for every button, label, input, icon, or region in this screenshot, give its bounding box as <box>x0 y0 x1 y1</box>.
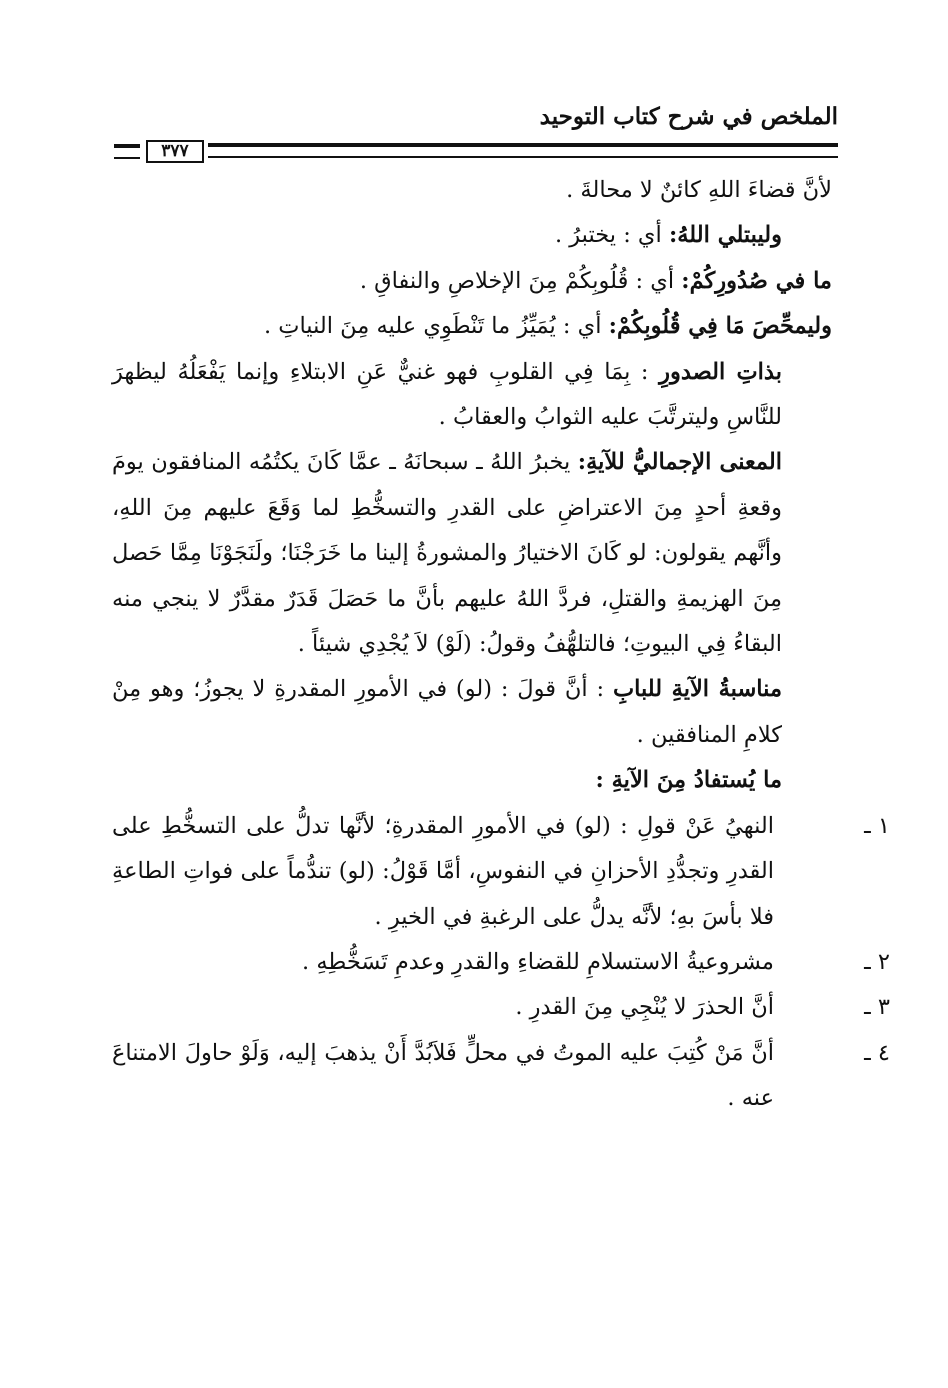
list-item-number: ٣ ـ <box>864 994 890 1021</box>
list-item <box>112 804 890 940</box>
term-heading: ما في صُدُورِكُمْ: <box>681 267 832 294</box>
list-item-number: ١ ـ <box>864 812 890 839</box>
list-item-text: النهيُ عَنْ قولِ : (لو) في الأمورِ المقدرةِ؛ لأنَّها تدلُّ على التسخُّطِ على القدرِ وتجدُّدِ الأحزانِ في النفوسِ، أمَّا قَوْلُ: (لو) تندُّماً على فواتِ الطاعةِ فلا بأسَ بهِ؛ لأنَّه يدلُّ على الرغبةِ في الخيرِ . <box>112 812 774 930</box>
paragraph <box>112 213 832 258</box>
paragraph <box>112 440 832 667</box>
term-heading: وليبتلي اللهُ: <box>668 222 782 249</box>
term-explanation: أي : يُمَيِّزُ ما تَنْطَوِي عليه مِنَ النياتِ . <box>263 313 609 340</box>
list-item-number: ٤ ـ <box>864 1039 890 1066</box>
section-heading: ما يُستفادُ مِنَ الآيةِ : <box>595 767 782 794</box>
section-text: يخبرُ اللهُ ـ سبحانَهُ ـ عمَّا كَانَ يكتُمُه المنافقون يومَ وقعةِ أحدٍ مِنَ الاعتراضِ على القدرِ والتسخُّطِ لما وَقَعَ عليهم مِنَ اللهِ، وأنَّهم يقولون: لو كَانَ الاختيارُ والمشورةُ إلينا ما خَرَجْنَا؛ ولَنَجَوْنَا مِمَّا حَصل مِنَ الهزيمةِ والقتلِ، فردَّ اللهُ عليهم بأنَّ ما حَصَلَ قَدَرٌ مقدَّرٌ لا ينجي منه البقاءُ فِي البيوتِ؛ فالتلهُّفُ وقولُ: (لَوْ) لاَ يُجْدِي شيئاً . <box>112 449 782 658</box>
paragraph: لأنَّ قضاءَ اللهِ كائنٌ لا محالةَ . <box>566 177 832 203</box>
running-title: الملخص في شرح كتاب التوحيد <box>539 103 838 130</box>
section-heading: المعنى الإجماليُّ للآيةِ: <box>577 449 782 476</box>
paragraph <box>112 667 832 758</box>
list-item-text: أنَّ مَنْ كُتِبَ عليه الموتُ في محلٍّ فَلاَبُدَّ أَنْ يذهبَ إليه، وَلَوْ حاولَ الامتناعَ عنه . <box>112 1039 774 1112</box>
list-item-text: أنَّ الحذرَ لا يُنْجِي مِنَ القدرِ . <box>515 994 774 1021</box>
list-item <box>112 940 890 985</box>
section-heading: مناسبةُ الآيةِ للبابِ <box>612 676 783 703</box>
page-body <box>112 168 890 1122</box>
term-heading: بذاتِ الصدورِ <box>659 358 783 385</box>
header-double-rule <box>208 143 838 158</box>
term-explanation: أي : يختبرُ . <box>554 222 669 249</box>
list-item <box>112 1031 890 1122</box>
header-rule-end <box>114 144 140 159</box>
paragraph <box>112 350 832 441</box>
term-explanation: أي : قُلُوبِكُمْ مِنَ الإخلاصِ والنفاقِ . <box>359 267 682 294</box>
header-rule <box>114 140 838 162</box>
term-explanation: : بِمَا فِي القلوبِ فهو غنيٌّ عَنِ الابتلاءِ وإنما يَفْعَلُهُ ليظهرَ للنَّاسِ وليترتَّبَ عليه الثوابُ والعقابُ . <box>112 358 782 431</box>
list-item-text: مشروعيةُ الاستسلامِ للقضاءِ والقدرِ وعدمِ تَسَخُّطِهِ . <box>302 948 774 975</box>
paragraph <box>112 304 832 349</box>
page-number: ٣٧٧ <box>146 140 204 163</box>
term-heading: وليمحِّصَ مَا فِي قُلُوبِكُمْ: <box>608 313 832 340</box>
paragraph <box>112 259 832 304</box>
page-header <box>110 103 838 143</box>
list-item-number: ٢ ـ <box>864 948 890 975</box>
section-text: : أنَّ قولَ : (لو) في الأمورِ المقدرةِ لا يجوزُ؛ وهو مِنْ كلامِ المنافقين . <box>112 676 782 748</box>
list-item <box>112 985 890 1030</box>
